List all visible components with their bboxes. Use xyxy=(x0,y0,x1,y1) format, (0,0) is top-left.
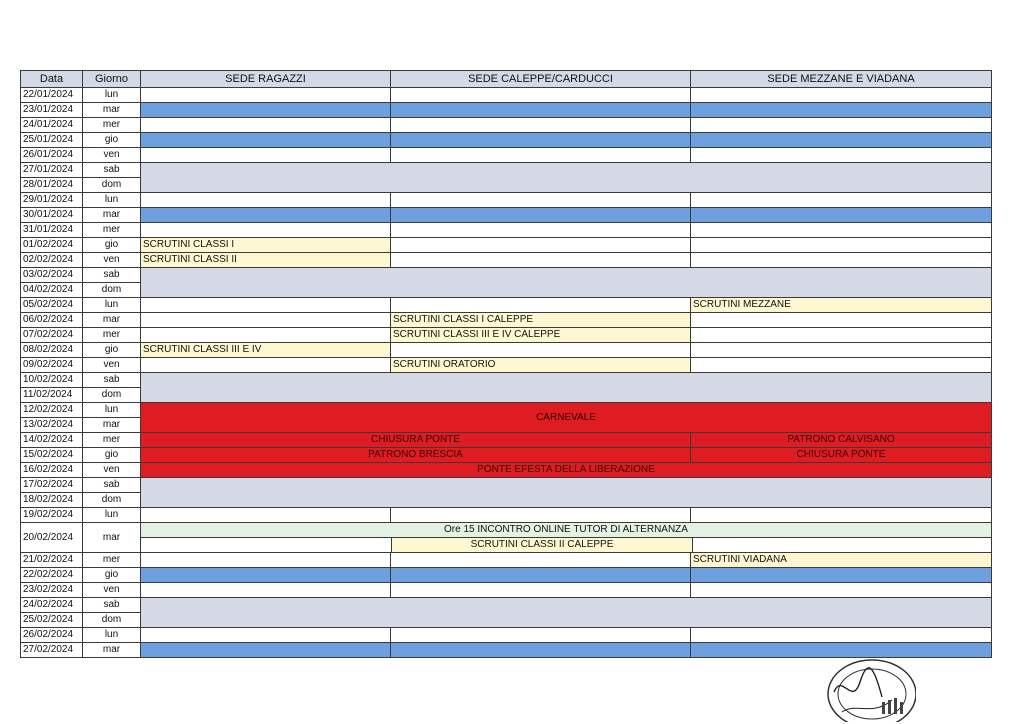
date-cell: 24/02/2024 xyxy=(21,598,83,613)
event-cell: SCRUTINI CLASSI II xyxy=(141,253,391,268)
empty-cell xyxy=(141,208,391,223)
event-cell: SCRUTINI CLASSI III E IV xyxy=(141,343,391,358)
day-cell: dom xyxy=(83,613,141,628)
table-row xyxy=(21,133,992,148)
table-row xyxy=(21,328,992,343)
empty-cell xyxy=(391,133,691,148)
day-cell: sab xyxy=(83,598,141,613)
date-cell: 27/02/2024 xyxy=(21,643,83,658)
day-cell: lun xyxy=(83,628,141,643)
date-cell: 04/02/2024 xyxy=(21,283,83,298)
empty-cell xyxy=(141,88,391,103)
table-row xyxy=(21,208,992,223)
empty-cell xyxy=(391,118,691,133)
date-cell: 08/02/2024 xyxy=(21,343,83,358)
empty-cell xyxy=(391,208,691,223)
table-row xyxy=(21,433,992,448)
date-cell: 23/01/2024 xyxy=(21,103,83,118)
day-cell: dom xyxy=(83,178,141,193)
event-cell: SCRUTINI CLASSI I CALEPPE xyxy=(391,313,691,328)
empty-cell xyxy=(141,148,391,163)
day-cell: ven xyxy=(83,583,141,598)
day-cell: sab xyxy=(83,163,141,178)
day-cell: ven xyxy=(83,358,141,373)
date-cell: 27/01/2024 xyxy=(21,163,83,178)
table-row xyxy=(21,118,992,133)
weekend-cell xyxy=(141,268,992,298)
date-cell: 22/01/2024 xyxy=(21,88,83,103)
day-cell: ven xyxy=(83,463,141,478)
table-row xyxy=(21,358,992,373)
header-day: Giorno xyxy=(83,71,141,88)
empty-cell xyxy=(691,568,992,583)
empty-cell xyxy=(391,238,691,253)
day-cell: mar xyxy=(83,643,141,658)
day-cell: lun xyxy=(83,298,141,313)
date-cell: 02/02/2024 xyxy=(21,253,83,268)
table-row xyxy=(21,343,992,358)
school-stamp-seal xyxy=(812,652,916,722)
empty-cell xyxy=(141,583,391,598)
event-cell: CARNEVALE xyxy=(141,403,992,433)
empty-cell xyxy=(691,88,992,103)
empty-cell xyxy=(141,103,391,118)
day-cell: lun xyxy=(83,88,141,103)
event-cell: PATRONO CALVISANO xyxy=(691,433,992,448)
date-cell: 10/02/2024 xyxy=(21,373,83,388)
table-row xyxy=(21,88,992,103)
day-cell: mar xyxy=(83,523,141,553)
event-cell: PATRONO BRESCIA xyxy=(141,448,691,463)
date-cell: 22/02/2024 xyxy=(21,568,83,583)
empty-cell xyxy=(691,343,992,358)
empty-cell xyxy=(391,223,691,238)
empty-cell xyxy=(141,553,391,568)
date-cell: 06/02/2024 xyxy=(21,313,83,328)
empty-cell xyxy=(391,253,691,268)
empty-cell xyxy=(391,583,691,598)
empty-cell xyxy=(141,313,391,328)
day-cell: gio xyxy=(83,343,141,358)
date-cell: 03/02/2024 xyxy=(21,268,83,283)
empty-subcell xyxy=(141,538,392,552)
empty-cell xyxy=(691,103,992,118)
table-row xyxy=(21,463,992,478)
empty-cell xyxy=(691,223,992,238)
event-cell: SCRUTINI CLASSI I xyxy=(141,238,391,253)
day-cell: mar xyxy=(83,418,141,433)
day-cell: gio xyxy=(83,568,141,583)
day-cell: mar xyxy=(83,313,141,328)
date-cell: 16/02/2024 xyxy=(21,463,83,478)
day-cell: lun xyxy=(83,193,141,208)
day-cell: mer xyxy=(83,328,141,343)
table-row xyxy=(21,568,992,583)
event-cell: SCRUTINI CLASSI III E IV CALEPPE xyxy=(391,328,691,343)
date-cell: 09/02/2024 xyxy=(21,358,83,373)
table-row xyxy=(21,553,992,568)
empty-cell xyxy=(391,88,691,103)
day-cell: dom xyxy=(83,388,141,403)
table-header xyxy=(21,71,992,88)
day-cell: gio xyxy=(83,238,141,253)
day-cell: dom xyxy=(83,283,141,298)
header-sede-ragazzi: SEDE RAGAZZI xyxy=(141,71,391,88)
empty-cell xyxy=(141,568,391,583)
empty-cell xyxy=(391,148,691,163)
table-row xyxy=(21,193,992,208)
day-cell: mer xyxy=(83,553,141,568)
table-row xyxy=(21,163,992,178)
table-row xyxy=(21,223,992,238)
date-cell: 17/02/2024 xyxy=(21,478,83,493)
day-cell: gio xyxy=(83,448,141,463)
date-cell: 23/02/2024 xyxy=(21,583,83,598)
event-cell-split xyxy=(141,523,992,553)
date-cell: 05/02/2024 xyxy=(21,298,83,313)
empty-cell xyxy=(691,253,992,268)
day-cell: ven xyxy=(83,253,141,268)
date-cell: 11/02/2024 xyxy=(21,388,83,403)
empty-cell xyxy=(391,103,691,118)
empty-cell xyxy=(691,358,992,373)
table-row xyxy=(21,268,992,283)
empty-cell xyxy=(691,313,992,328)
weekend-cell xyxy=(141,478,992,508)
empty-cell xyxy=(691,133,992,148)
day-cell: sab xyxy=(83,373,141,388)
day-cell: ven xyxy=(83,148,141,163)
date-cell: 30/01/2024 xyxy=(21,208,83,223)
day-cell: gio xyxy=(83,133,141,148)
table-body xyxy=(21,88,992,658)
date-cell: 15/02/2024 xyxy=(21,448,83,463)
schedule-table xyxy=(20,70,992,658)
date-cell: 20/02/2024 xyxy=(21,523,83,553)
date-cell: 28/01/2024 xyxy=(21,178,83,193)
date-cell: 29/01/2024 xyxy=(21,193,83,208)
day-cell: lun xyxy=(83,508,141,523)
empty-cell xyxy=(141,643,391,658)
empty-cell xyxy=(691,328,992,343)
day-cell: mar xyxy=(83,208,141,223)
date-cell: 12/02/2024 xyxy=(21,403,83,418)
event-cell: CHIUSURA PONTE xyxy=(691,448,992,463)
event-cell: PONTE EFESTA DELLA LIBERAZIONE xyxy=(141,463,992,478)
empty-cell xyxy=(391,643,691,658)
table-row xyxy=(21,103,992,118)
table-row xyxy=(21,313,992,328)
event-label: SCRUTINI CLASSI II CALEPPE xyxy=(392,538,693,552)
date-cell: 07/02/2024 xyxy=(21,328,83,343)
table-row xyxy=(21,298,992,313)
date-cell: 14/02/2024 xyxy=(21,433,83,448)
empty-cell xyxy=(141,193,391,208)
weekend-cell xyxy=(141,163,992,193)
date-cell: 24/01/2024 xyxy=(21,118,83,133)
table-row xyxy=(21,598,992,613)
table-row xyxy=(21,523,992,553)
day-cell: lun xyxy=(83,403,141,418)
header-sede-caleppe-carducci: SEDE CALEPPE/CARDUCCI xyxy=(391,71,691,88)
empty-cell xyxy=(141,328,391,343)
empty-cell xyxy=(141,628,391,643)
empty-cell xyxy=(391,343,691,358)
empty-cell xyxy=(141,298,391,313)
event-cell: CHIUSURA PONTE xyxy=(141,433,691,448)
event-cell: SCRUTINI ORATORIO xyxy=(391,358,691,373)
header-sede-mezzane-viadana: SEDE MEZZANE E VIADANA xyxy=(691,71,992,88)
table-row xyxy=(21,238,992,253)
table-row xyxy=(21,583,992,598)
date-cell: 21/02/2024 xyxy=(21,553,83,568)
day-cell: mer xyxy=(83,433,141,448)
empty-cell xyxy=(391,298,691,313)
table-row xyxy=(21,628,992,643)
empty-cell xyxy=(141,358,391,373)
empty-cell xyxy=(391,508,691,523)
empty-cell xyxy=(691,583,992,598)
empty-cell xyxy=(691,118,992,133)
day-cell: dom xyxy=(83,493,141,508)
date-cell: 25/01/2024 xyxy=(21,133,83,148)
table-row xyxy=(21,448,992,463)
empty-cell xyxy=(691,238,992,253)
empty-cell xyxy=(391,628,691,643)
empty-cell xyxy=(141,508,391,523)
date-cell: 26/01/2024 xyxy=(21,148,83,163)
table-row xyxy=(21,148,992,163)
empty-cell xyxy=(691,148,992,163)
day-cell: mar xyxy=(83,103,141,118)
event-cell: SCRUTINI MEZZANE xyxy=(691,298,992,313)
empty-cell xyxy=(391,193,691,208)
empty-cell xyxy=(141,223,391,238)
weekend-cell xyxy=(141,373,992,403)
day-cell: mer xyxy=(83,118,141,133)
day-cell: mer xyxy=(83,223,141,238)
empty-subcell xyxy=(693,538,991,552)
date-cell: 01/02/2024 xyxy=(21,238,83,253)
event-cell: SCRUTINI VIADANA xyxy=(691,553,992,568)
empty-cell xyxy=(141,133,391,148)
empty-cell xyxy=(691,208,992,223)
day-cell: sab xyxy=(83,268,141,283)
table-row xyxy=(21,373,992,388)
empty-cell xyxy=(391,568,691,583)
table-row xyxy=(21,478,992,493)
header-date: Data xyxy=(21,71,83,88)
table-row xyxy=(21,403,992,418)
header-row xyxy=(21,71,992,88)
event-label: Ore 15 INCONTRO ONLINE TUTOR DI ALTERNANZA xyxy=(141,523,991,538)
date-cell: 19/02/2024 xyxy=(21,508,83,523)
table-row xyxy=(21,508,992,523)
date-cell: 31/01/2024 xyxy=(21,223,83,238)
empty-cell xyxy=(691,628,992,643)
date-cell: 13/02/2024 xyxy=(21,418,83,433)
weekend-cell xyxy=(141,598,992,628)
day-cell: sab xyxy=(83,478,141,493)
table-row xyxy=(21,253,992,268)
date-cell: 25/02/2024 xyxy=(21,613,83,628)
empty-cell xyxy=(691,508,992,523)
empty-cell xyxy=(141,118,391,133)
empty-cell xyxy=(691,193,992,208)
date-cell: 26/02/2024 xyxy=(21,628,83,643)
empty-cell xyxy=(391,553,691,568)
date-cell: 18/02/2024 xyxy=(21,493,83,508)
